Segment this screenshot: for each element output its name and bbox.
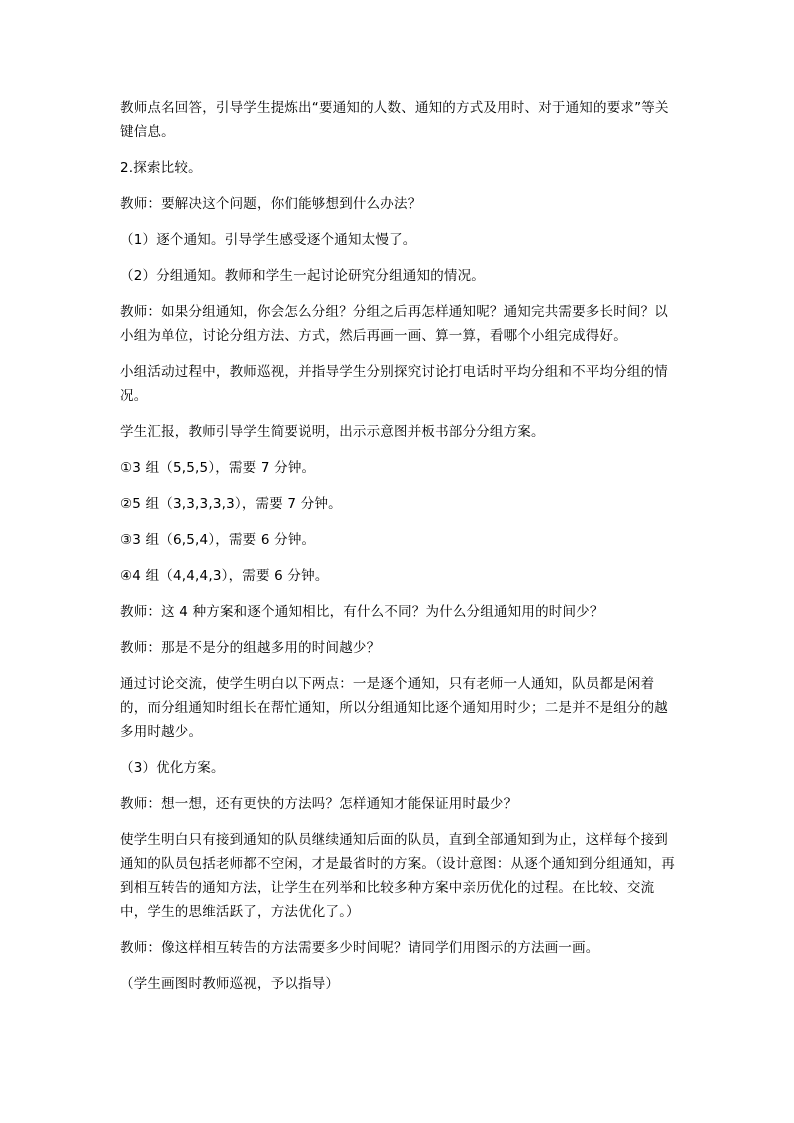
paragraph-plan-3: ③3 组（6,5,4），需要 6 分钟。 [120, 532, 316, 548]
paragraph-teacher-draw: 教师：像这样相互转告的方法需要多少时间呢？请同学们用图示的方法画一画。 [120, 940, 600, 956]
paragraph-one-by-one: （1）逐个通知。引导学生感受逐个通知太慢了。 [120, 232, 417, 248]
paragraph-plan-4: ④4 组（4,4,4,3），需要 6 分钟。 [120, 568, 329, 584]
paragraph-explore-heading: 2.探索比较。 [120, 160, 202, 176]
paragraph-key-info: 教师点名回答，引导学生提炼出“要通知的人数、通知的方式及用时、对于通知的要求”等关键信息。 [120, 100, 669, 140]
paragraph-discussion: 通过讨论交流，使学生明白以下两点：一是逐个通知，只有老师一人通知，队员都是闲着的，而分组通知时组长在帮忙通知，所以分组通知比逐个通知用时少；二是并不是组分的越多用时越少。 [120, 676, 668, 740]
paragraph-plan-1: ①3 组（5,5,5），需要 7 分钟。 [120, 460, 316, 476]
paragraph-optimize-heading: （3）优化方案。 [120, 760, 225, 776]
paragraph-teacher-faster: 教师：想一想，还有更快的方法吗？怎样通知才能保证用时最少？ [120, 796, 518, 812]
paragraph-drawing-guidance: （学生画图时教师巡视，予以指导） [120, 976, 340, 992]
paragraph-student-report: 学生汇报，教师引导学生简要说明，出示示意图并板书部分分组方案。 [120, 424, 545, 440]
paragraph-plan-2: ②5 组（3,3,3,3,3），需要 7 分钟。 [120, 496, 342, 512]
paragraph-best-plan: 使学生明白只有接到通知的队员继续通知后面的队员，直到全部通知到为止，这样每个接到通知的队员包括老师都不空闲，才是最省时的方案。（设计意图：从逐个通知到分组通知，再到相互转告的通知方法，让学生在列举和比较多种方案中亲历优化的过程。在比较、交流中，学生的思维活跃了，方法优化了。） [120, 832, 675, 920]
paragraph-teacher-grouping: 教师：如果分组通知，你会怎么分组？分组之后再怎样通知呢？通知完共需要多长时间？以小组为单位，讨论分组方法、方式，然后再画一画、算一算，看哪个小组完成得好。 [120, 304, 668, 344]
paragraph-group-activity: 小组活动过程中，教师巡视，并指导学生分别探究讨论打电话时平均分组和不平均分组的情况。 [120, 364, 668, 404]
paragraph-teacher-more-groups: 教师：那是不是分的组越多用的时间越少？ [120, 640, 381, 656]
paragraph-teacher-question: 教师：要解决这个问题，你们能够想到什么办法？ [120, 196, 422, 212]
paragraph-group-notice: （2）分组通知。教师和学生一起讨论研究分组通知的情况。 [120, 268, 485, 284]
document-page [120, 96, 675, 1008]
paragraph-teacher-compare: 教师：这 4 种方案和逐个通知相比，有什么不同？为什么分组通知用的时间少？ [120, 604, 604, 620]
